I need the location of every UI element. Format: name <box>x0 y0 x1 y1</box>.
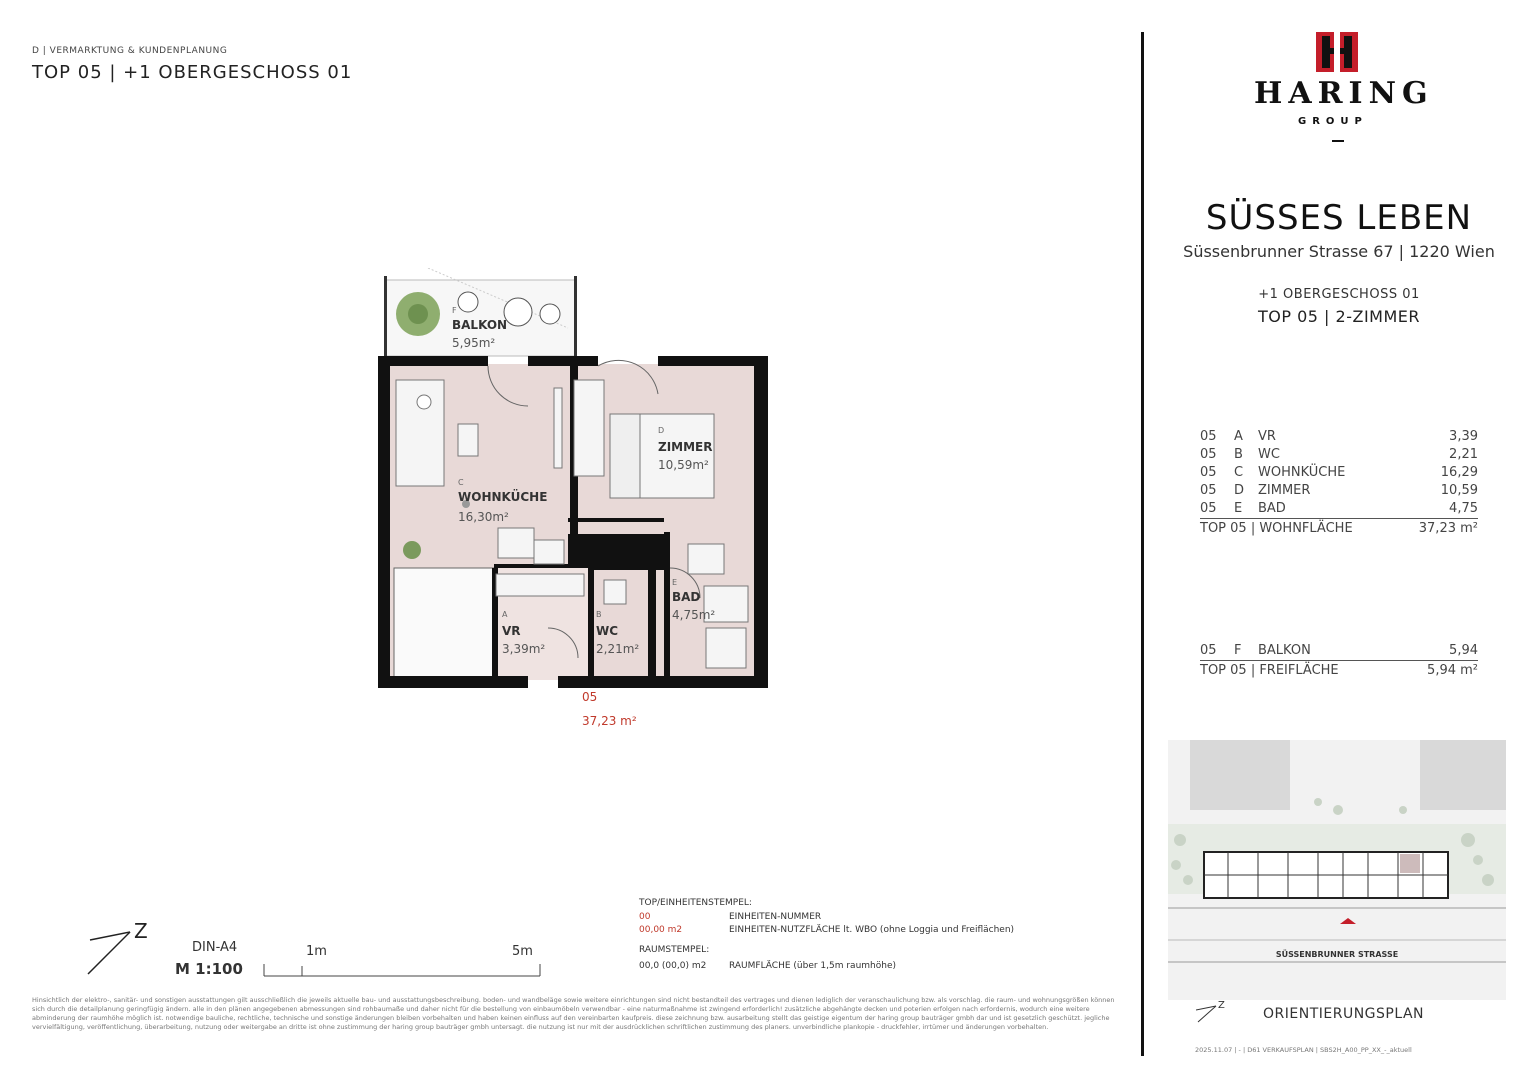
breadcrumb: D | VERMARKTUNG & KUNDENPLANUNG <box>32 46 228 56</box>
bad-label: BAD <box>672 590 701 604</box>
room-top: 05 <box>1200 464 1217 480</box>
north-arrow-small-icon <box>1196 998 1230 1028</box>
room-top: 05 <box>1200 446 1217 462</box>
unit-area: 37,23 m² <box>582 714 637 728</box>
scale-ratio: M 1:100 <box>175 960 243 978</box>
wc-label: WC <box>596 624 619 638</box>
room-code: D <box>1234 482 1245 498</box>
room-row <box>1200 445 1478 463</box>
bad-area: 4,75m² <box>672 608 716 622</box>
paper-size: DIN-A4 <box>192 940 238 955</box>
svg-text:Z: Z <box>1218 1000 1225 1011</box>
room-table <box>1200 427 1478 536</box>
room-name: BAD <box>1258 500 1286 516</box>
room-name: WC <box>1258 446 1280 462</box>
legend-code: 00,0 (00,0) m2 <box>639 961 707 971</box>
room-top: 05 <box>1200 428 1217 444</box>
room-top: 05 <box>1200 642 1217 658</box>
disclaimer: Hinsichtlich der elektro-, sanitär- und sonstigen ausstattungen gilt ausschließlich die jeweils aktuelle bau- und ausstattungsbeschreibung. boden- und wandbeläge sowie weitere einrichtungen sind nicht bestandteil des vertrages und dienen lediglich der veranschaulichung bzw. als vorschlag. die raum- und wohnungsgrößen können sich durch die detailplanung geringfügig ändern. alle in den plänen angegebenen abmessungen sind rohbaumaße und daher nicht für die bestellung von einbaumöbeln verwendbar - eine naturmaßnahme ist zwingend erforderlich! zusätzliche abgehängte decken und poterien erfolgen nach erfordernis, wodurch eine weitere abminderung der raumhöhe möglich ist. notwendige bauliche, rechtliche, technische und sonstige änderungen bleiben vorbehalten und haben keinen einfluss auf den vereinbarten kaufpreis. diese zeichnung bzw. ausarbeitung stellt das geistige eigentum der haring group bauträger gmbh dar und ist gesetzlich geschützt. jegliche vervielfältigung, veröffentlichung, überarbeitung, nutzung oder weitergabe an dritte ist ohne zustimmung der haring group bauträger gmbh untersagt. die nutzung ist nur mit der ausdrücklichen schriftlichen zustimmung des planers. unverbindliche plankopie - druckfehler, irrtümer und änderungen vorbehalten. <box>32 996 1115 1031</box>
balkon-area: 5,95m² <box>452 336 496 350</box>
living-total-label: TOP 05 | WOHNFLÄCHE <box>1200 521 1353 536</box>
scale-bar <box>262 962 542 982</box>
room-code: B <box>1234 446 1243 462</box>
zimmer-label: ZIMMER <box>658 440 713 454</box>
brand-name: HARING <box>1254 76 1434 111</box>
legend-heading-unit: TOP/EINHEITENSTEMPEL: <box>639 898 752 908</box>
room-code: A <box>1234 428 1243 444</box>
balkon-label: BALKON <box>452 318 508 332</box>
room-name: VR <box>1258 428 1276 444</box>
legend-desc: EINHEITEN-NUTZFLÄCHE lt. WBO (ohne Loggia und Freiflächen) <box>729 925 1015 935</box>
vertical-divider <box>1141 32 1144 1056</box>
room-area-value: 2,21 <box>1449 446 1478 462</box>
legend-code: 00,00 m2 <box>639 925 683 935</box>
wohnkueche-area: 16,30m² <box>458 510 509 524</box>
project-title: SÜSSES LEBEN <box>1205 198 1473 238</box>
brand-sub: GROUP <box>1298 116 1368 127</box>
room-row <box>1200 463 1478 481</box>
floor-label: +1 OBERGESCHOSS 01 <box>1258 287 1420 302</box>
vr-letter: A <box>502 610 508 619</box>
room-area-value: 10,59 <box>1440 482 1478 498</box>
project-address: Süssenbrunner Strasse 67 | 1220 Wien <box>1183 242 1495 261</box>
wc-letter: B <box>596 610 602 619</box>
legend-code: 00 <box>639 912 651 922</box>
outdoor-table <box>1200 641 1478 678</box>
site-plan-label: ORIENTIERUNGSPLAN <box>1263 1006 1425 1022</box>
unit-number: 05 <box>582 690 598 704</box>
unit-label: TOP 05 | 2-ZIMMER <box>1258 307 1420 326</box>
footer-code: 2025.11.07 | - | D61 VERKAUFSPLAN | SBS2H_A00_PP_XX_-_aktuell <box>1195 1046 1412 1054</box>
vr-area: 3,39m² <box>502 642 546 656</box>
bad-letter: E <box>672 578 678 587</box>
room-area-value: 4,75 <box>1449 500 1478 516</box>
floor-plan <box>378 268 772 738</box>
legend-desc: EINHEITEN-NUMMER <box>729 912 822 922</box>
room-row <box>1200 499 1478 517</box>
scale-tick-1m: 1m <box>306 944 327 959</box>
outdoor-total-value: 5,94 m² <box>1427 663 1478 678</box>
wohnkueche-label: WOHNKÜCHE <box>458 490 548 504</box>
room-code: C <box>1234 464 1244 480</box>
living-total-value: 37,23 m² <box>1418 521 1478 536</box>
room-code: F <box>1234 642 1242 658</box>
wohnkueche-letter: C <box>458 478 464 487</box>
room-area-value: 16,29 <box>1440 464 1478 480</box>
logo-underline <box>1332 140 1344 142</box>
page-title: TOP 05 | +1 OBERGESCHOSS 01 <box>32 62 353 83</box>
site-plan <box>1168 740 1506 1000</box>
vr-label: VR <box>502 624 521 638</box>
haring-logo-icon <box>1316 32 1358 76</box>
room-area-value: 5,94 <box>1449 642 1478 658</box>
zimmer-letter: D <box>658 426 665 435</box>
room-name: BALKON <box>1258 642 1311 658</box>
legend-desc: RAUMFLÄCHE (über 1,5m raumhöhe) <box>729 961 897 971</box>
room-code: E <box>1234 500 1243 516</box>
room-area-value: 3,39 <box>1449 428 1478 444</box>
scale-tick-5m: 5m <box>512 944 533 959</box>
room-name: ZIMMER <box>1258 482 1311 498</box>
room-row <box>1200 481 1478 499</box>
room-name: WOHNKÜCHE <box>1258 464 1346 480</box>
outdoor-total-label: TOP 05 | FREIFLÄCHE <box>1200 663 1339 678</box>
room-row <box>1200 427 1478 445</box>
room-top: 05 <box>1200 500 1217 516</box>
stamp-legend <box>639 898 1059 971</box>
room-row <box>1200 641 1478 659</box>
street-label: SÜSSENBRUNNER STRASSE <box>1275 950 1399 959</box>
room-top: 05 <box>1200 482 1217 498</box>
zimmer-area: 10,59m² <box>658 458 709 472</box>
svg-text:Z: Z <box>134 919 148 943</box>
legend-heading-room: RAUMSTEMPEL: <box>639 945 710 955</box>
balkon-letter: F <box>452 306 457 315</box>
north-arrow-icon <box>86 918 158 980</box>
wc-area: 2,21m² <box>596 642 640 656</box>
